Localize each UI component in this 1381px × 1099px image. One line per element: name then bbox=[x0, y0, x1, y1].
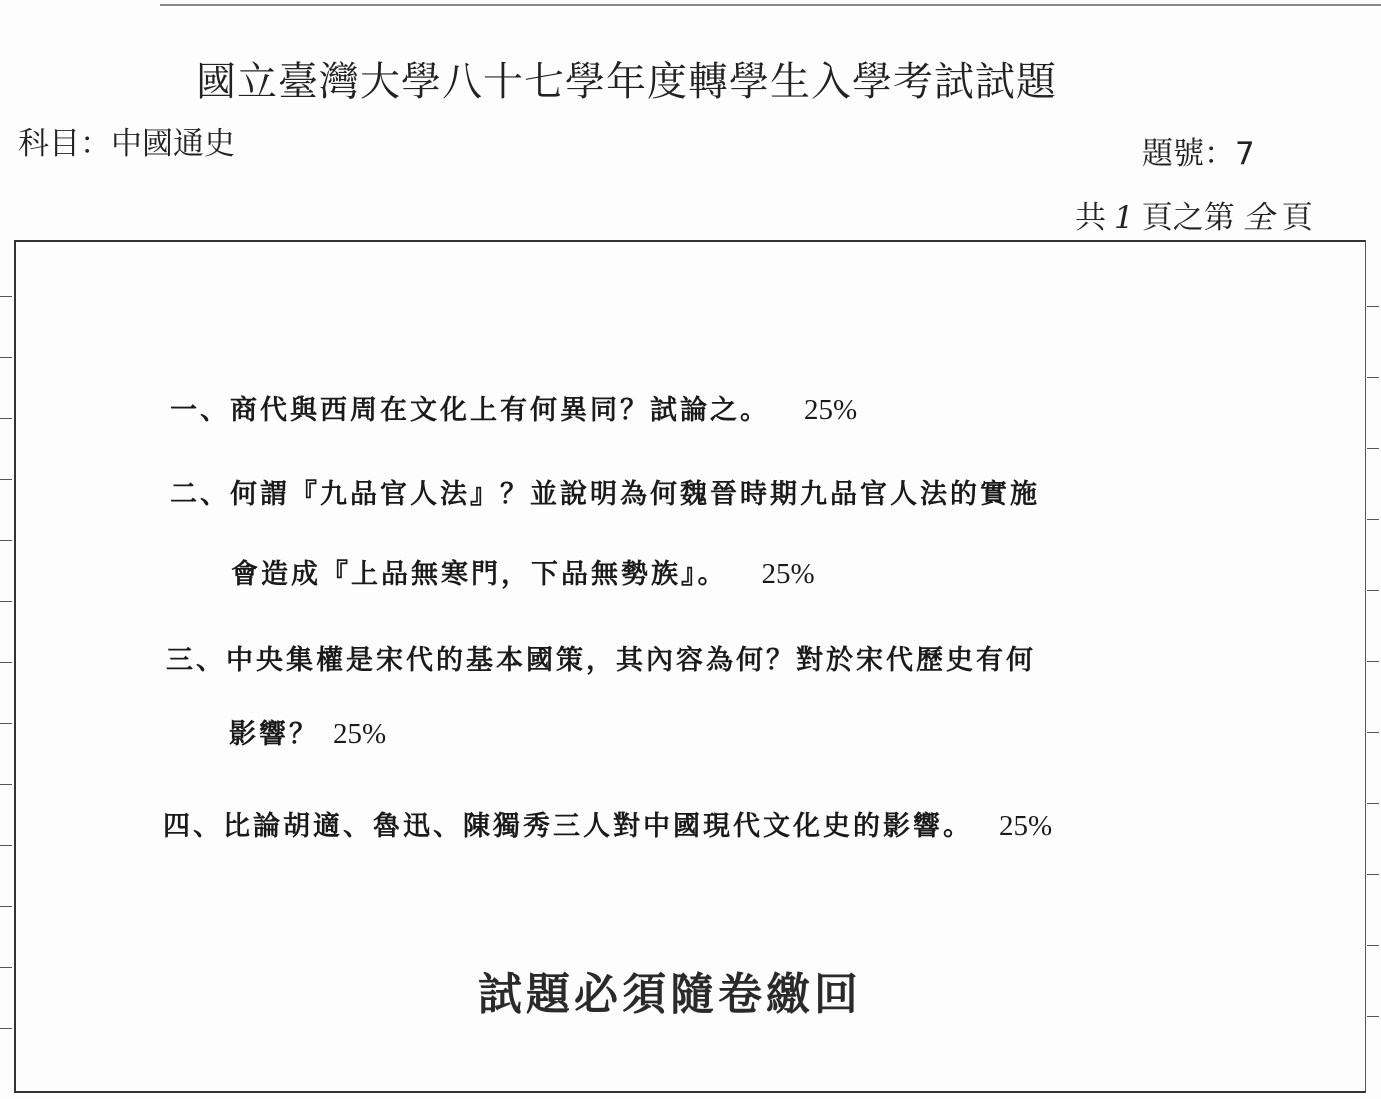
margin-tick bbox=[1367, 306, 1379, 307]
question-3-continued bbox=[229, 712, 386, 751]
margin-tick bbox=[1367, 1016, 1379, 1017]
question-2 bbox=[170, 472, 1040, 511]
question-3 bbox=[166, 638, 1036, 677]
question-1-score: 25% bbox=[804, 394, 858, 426]
return-notice: 試題必須隨卷繳回 bbox=[478, 969, 862, 1020]
margin-tick bbox=[0, 845, 12, 846]
question-4-line-1: 四、比論胡適、魯迅、陳獨秀三人對中國現代文化史的影響。 bbox=[163, 811, 973, 842]
page-count bbox=[1075, 192, 1313, 237]
margin-tick bbox=[0, 784, 12, 785]
margin-tick bbox=[0, 479, 12, 480]
margin-tick bbox=[1367, 732, 1379, 733]
question-4-score: 25% bbox=[999, 810, 1053, 842]
question-2-continued bbox=[231, 552, 815, 591]
page-middle: 頁之第 bbox=[1141, 200, 1235, 236]
margin-tick bbox=[0, 662, 12, 663]
margin-tick bbox=[1367, 448, 1379, 449]
margin-tick bbox=[1367, 661, 1379, 662]
question-2-score: 25% bbox=[761, 558, 815, 590]
margin-tick bbox=[0, 723, 12, 724]
margin-tick bbox=[0, 1028, 12, 1029]
question-3-line-2: 影響？ bbox=[229, 719, 319, 750]
left-margin-ticks bbox=[0, 240, 14, 1093]
right-margin-ticks bbox=[1367, 240, 1381, 1093]
question-3-line-1: 三、中央集權是宋代的基本國策，其內容為何？對於宋代歷史有何 bbox=[166, 645, 1036, 676]
page-total: 1 bbox=[1114, 200, 1134, 236]
question-1-line-1: 一、商代與西周在文化上有何異同？試論之。 bbox=[170, 395, 770, 426]
margin-tick bbox=[1367, 590, 1379, 591]
margin-tick bbox=[0, 601, 12, 602]
margin-tick bbox=[0, 357, 12, 358]
margin-tick bbox=[0, 967, 12, 968]
margin-tick bbox=[0, 906, 12, 907]
question-1 bbox=[170, 388, 857, 427]
question-3-score: 25% bbox=[333, 718, 387, 750]
margin-tick bbox=[0, 418, 12, 419]
margin-tick bbox=[0, 296, 12, 297]
question-4 bbox=[163, 804, 1052, 843]
margin-tick bbox=[1367, 945, 1379, 946]
question-number: 題號：7 bbox=[1142, 136, 1255, 172]
margin-tick bbox=[0, 540, 12, 541]
top-rule bbox=[160, 4, 1381, 6]
margin-tick bbox=[1367, 377, 1379, 378]
question-2-line-2: 會造成『上品無寒門，下品無勢族』。 bbox=[231, 559, 728, 590]
page-suffix: 頁 bbox=[1281, 200, 1313, 236]
margin-tick bbox=[1367, 803, 1379, 804]
margin-tick bbox=[1367, 519, 1379, 520]
margin-tick bbox=[1367, 874, 1379, 875]
exam-title: 國立臺灣大學八十七學年度轉學生入學考試試題 bbox=[196, 59, 1057, 105]
subject-label: 科目：中國通史 bbox=[18, 126, 235, 162]
question-2-line-1: 二、何謂『九品官人法』？並說明為何魏晉時期九品官人法的實施 bbox=[170, 479, 1040, 510]
page-prefix: 共 bbox=[1075, 200, 1106, 236]
page-current: 全 bbox=[1242, 200, 1274, 236]
